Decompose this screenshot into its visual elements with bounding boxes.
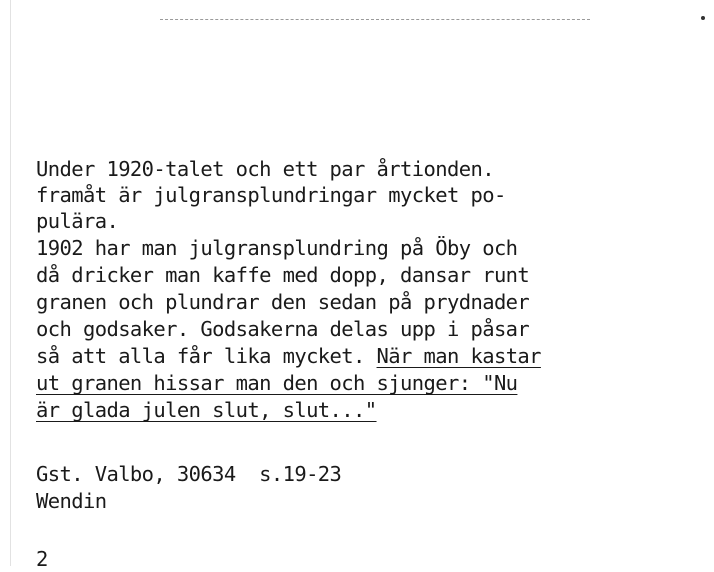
page-number: 2 xyxy=(36,547,48,571)
text-line-5: då dricker man kaffe med dopp, dansar runt xyxy=(36,263,530,287)
author-name: Wendin xyxy=(36,489,107,513)
text-line-6: granen och plundrar den sedan på prydnader xyxy=(36,290,530,314)
text-line-1: Under 1920-talet och ett par årtionden. xyxy=(36,157,494,181)
text-line-8-plain: så att alla får lika mycket. xyxy=(36,344,377,368)
text-line-2: framåt är julgransplundringar mycket po- xyxy=(36,183,506,207)
page-edge-line xyxy=(10,0,11,566)
text-line-10: är glada julen slut, slut..." xyxy=(36,398,377,422)
text-line-9: ut granen hissar man den och sjunger: "Nu xyxy=(36,371,518,395)
text-line-8-underlined: När man kastar xyxy=(376,344,541,368)
text-line-7: och godsaker. Godsakerna delas upp i påsar xyxy=(36,317,530,341)
text-line-3: pulära. xyxy=(36,209,119,233)
top-dashed-rule xyxy=(160,19,590,20)
source-reference: Gst. Valbo, 30634 s.19-23 xyxy=(36,462,342,486)
text-line-4: 1902 har man julgransplundring på Öby och xyxy=(36,236,518,260)
text-line-8 xyxy=(36,343,541,369)
top-right-mark xyxy=(701,16,705,20)
